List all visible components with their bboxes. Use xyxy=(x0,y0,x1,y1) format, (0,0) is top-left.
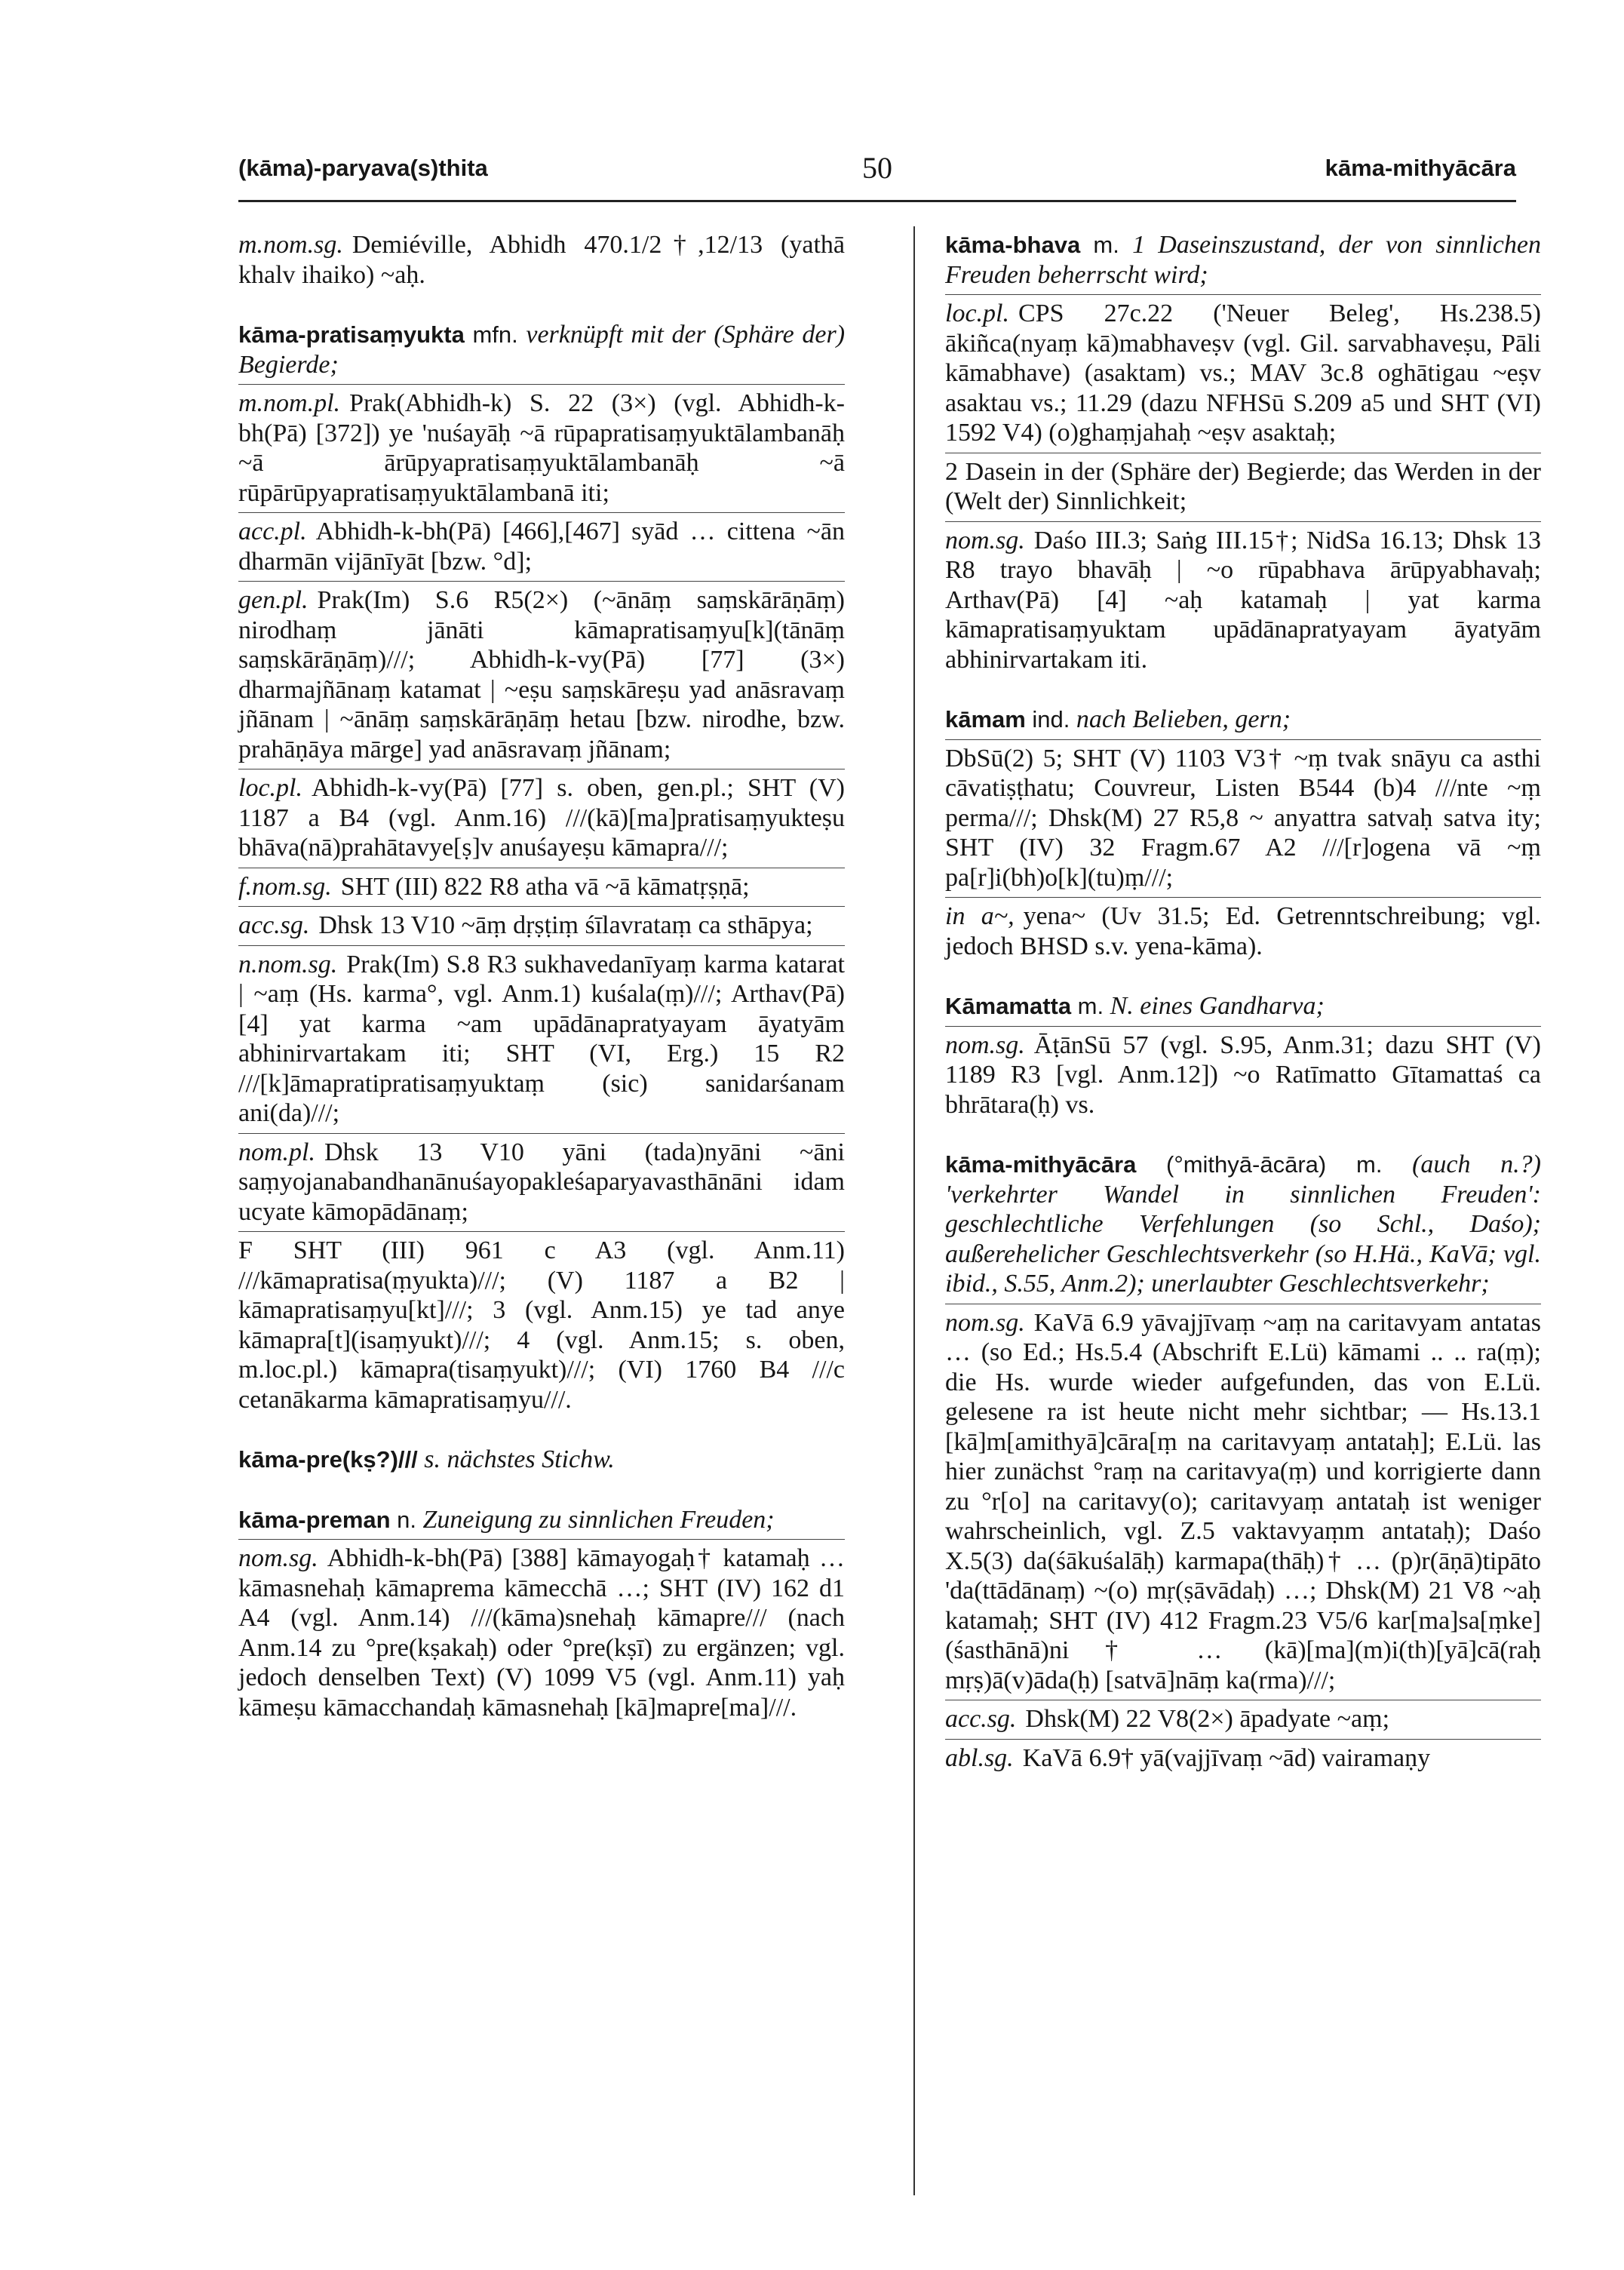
citation-line xyxy=(238,1539,845,1722)
citation-line xyxy=(238,581,845,764)
grammatical-form: gen.pl. xyxy=(238,586,309,614)
lemma: kāmam xyxy=(945,706,1026,733)
grammatical-form: abl.sg. xyxy=(945,1743,1014,1772)
citation-text: Dhsk(M) 22 V8(2×) āpadyate ~aṃ; xyxy=(1025,1705,1390,1733)
citation-line xyxy=(238,906,845,941)
citation-text: Abhidh-k-bh(Pā) [466],[467] syād … cittena ~ān dharmān vijānīyāt [bzw. °d]; xyxy=(238,518,845,576)
definition: 1 Daseinszustand, der von sinnlichen Freuden beherrscht wird; xyxy=(945,231,1541,289)
page-header xyxy=(238,151,1516,202)
right-column xyxy=(945,230,1541,1803)
definition: s. nächstes Stichw. xyxy=(424,1445,615,1473)
left-column xyxy=(238,230,845,1752)
grammatical-form: acc.sg. xyxy=(945,1705,1017,1733)
citation-text: SHT (III) 822 R8 atha vā ~ā kāmatṛṣṇā; xyxy=(340,872,750,901)
citation-line xyxy=(945,1304,1541,1696)
lemma: Kāmamatta xyxy=(945,993,1072,1019)
citation-text: Prak(Abhidh-k) S. 22 (3×) (vgl. Abhidh-k-bh(Pā) [372]) ye 'nuśayāḥ ~ā rūpapratisaṃyuktālambanāḥ ~ā ārūpyapratisaṃyuktālambanāḥ ~ā rūpārūpyapratisaṃyuktālambanā iti; xyxy=(238,389,845,507)
citation-text: DbSū(2) 5; SHT (V) 1103 V3† ~ṃ tvak snāyu ca asthi cāvatiṣṭhatu; Couvreur, Listen B544 (b)4 ///nte ~ṃ perma///; Dhsk(M) 27 R5,8 ~ anyattra satvaḥ satva ity; SHT (IV) 32 Fragm.67 A2 ///[r]ogena vā ~ṃ pa[r]i(bh)o[k](tu)ṃ///; xyxy=(945,744,1541,892)
citation-line xyxy=(945,1739,1541,1774)
grammatical-form: in a~, xyxy=(945,902,1015,930)
dictionary-entry xyxy=(945,230,1541,674)
citation-text: Demiéville, Abhidh 470.1/2†,12/13 (yathā khalv ihaiko) ~aḥ. xyxy=(238,231,845,289)
grammatical-form: nom.sg. xyxy=(945,1308,1025,1337)
grammatical-form: f.nom.sg. xyxy=(238,872,332,901)
entry-head xyxy=(945,230,1541,290)
entry-head xyxy=(238,320,845,379)
definition: verknüpft mit der (Sphäre der) Begierde; xyxy=(238,321,846,379)
definition: (auch n.?) 'verkehrter Wandel in sinnlichen Freuden': geschlechtliche Verfehlungen (so Schl., Daśo); außerehelicher Geschlechtsverkehr (so H.Hä., KaVā; vgl. ibid., S.55, Anm.2); unerlaubter Geschlechtsverkehr; xyxy=(945,1150,1542,1298)
citation-line xyxy=(238,1133,845,1227)
citation-line xyxy=(238,384,845,508)
citation-text: yena~ (Uv 31.5; Ed. Getrenntschreibung; vgl. jedoch BHSD s.v. yena-kāma). xyxy=(945,902,1541,960)
citation-line xyxy=(238,868,845,902)
citation-text: Abhidh-k-bh(Pā) [388] kāmayogaḥ† katamaḥ … kāmasnehaḥ kāmaprema kāmecchā …; SHT (IV) 162 d1 A4 (vgl. Anm.14) ///(kāma)snehaḥ kāmapre/// (nach Anm.14 zu °pre(kṣakaḥ) oder °pre(kṣī) zu ergänzen; vgl. jedoch denselben Text) (V) 1099 V5 (vgl. Anm.11) yaḥ kāmeṣu kāmacchandaḥ kāmasnehaḥ [kā]mapre[ma]///. xyxy=(238,1544,845,1722)
column-divider xyxy=(913,226,915,2195)
grammar-info: n. xyxy=(397,1506,416,1533)
dictionary-entry xyxy=(238,1505,845,1723)
lemma: kāma-mithyācāra xyxy=(945,1151,1137,1178)
lemma: kāma-pre(kṣ?)/// xyxy=(238,1446,418,1473)
grammatical-form: m.nom.pl. xyxy=(238,389,341,417)
citation-text: CPS 27c.22 ('Neuer Beleg', Hs.238.5) ākiñca(nyaṃ kā)mabhaveṣv (vgl. Gil. sarvabhaveṣu, Pāli kāmabhave) (asaktam) vs.; MAV 3c.8 oghātigau ~eṣv asaktau vs.; 11.29 (dazu NFHSū S.209 a5 und SHT (VI) 1592 V4) (o)ghaṃjahaḥ ~eṣv asaktaḥ; xyxy=(945,299,1541,447)
grammatical-form: m.nom.sg. xyxy=(238,231,343,259)
citation-text: ĀṭānSū 57 (vgl. S.95, Anm.31; dazu SHT (V) 1189 R3 [vgl. Anm.12]) ~o Ratīmatto Gītamattaś ca bhrātara(ḥ) vs. xyxy=(945,1031,1541,1119)
citation-text: KaVā 6.9† yā(vajjīvaṃ ~ād) vairamaṇy xyxy=(1022,1743,1431,1772)
citation-line xyxy=(945,294,1541,448)
grammatical-form: acc.sg. xyxy=(238,911,310,939)
citation-text: F SHT (III) 961 c A3 (vgl. Anm.11) ///kāmapratisa(ṃyukta)///; (V) 1187 a B2 | kāmapratisaṃyu[kt]///; 3 (vgl. Anm.15) ye tad anye kāmapra[t](isaṃyukt)///; 4 (vgl. Anm.15; s. oben, m.loc.pl.) kāmapra(tisaṃyukt)///; (VI) 1760 B4 ///c cetanākarma kāmapratisaṃyu///. xyxy=(238,1236,845,1414)
citation-text: 2 Dasein in der (Sphäre der) Begierde; das Werden in der (Welt der) Sinnlichkeit; xyxy=(945,457,1541,515)
lemma: kāma-pratisaṃyukta xyxy=(238,321,465,348)
citation-text: Prak(Im) S.6 R5(2×) (~ānāṃ saṃskārāṇāṃ) nirodhaṃ jānāti kāmapratisaṃyu[k](tānāṃ saṃskārāṇāṃ)///; Abhidh-k-vy(Pā) [77] (3×) dharmajñānaṃ katamat | ~eṣu saṃskāreṣu yad anāsravaṃ jñānam | ~ānāṃ saṃskārāṇāṃ hetau [bzw. nirodhe, bzw. prahāṇāya mārge] yad anāsravaṃ jñānam; xyxy=(238,586,845,763)
citation-line xyxy=(945,897,1541,961)
header-left-headword: (kāma)-paryava(s)thita xyxy=(238,155,488,181)
citation-line xyxy=(945,521,1541,675)
grammatical-form: loc.pl. xyxy=(945,299,1009,327)
entry-head xyxy=(945,705,1541,735)
citation-line xyxy=(238,512,845,576)
grammar-info: mfn. xyxy=(472,321,518,348)
grammar-info: m. xyxy=(1093,232,1119,258)
header-right-headword: kāma-mithyācāra xyxy=(1325,155,1516,181)
citation-line xyxy=(945,1026,1541,1120)
grammatical-form: n.nom.sg. xyxy=(238,950,338,978)
page-number: 50 xyxy=(862,151,892,185)
entry-head xyxy=(945,1150,1541,1299)
grammatical-form: loc.pl. xyxy=(238,774,302,802)
definition: nach Belieben, gern; xyxy=(1076,705,1291,733)
citation-text: Prak(Im) S.8 R3 sukhavedanīyaṃ karma katarat | ~aṃ (Hs. karma°, vgl. Anm.1) kuśala(ṃ)///; Arthav(Pā) [4] yat karma ~am upādānapratyayam āyatyām abhinirvartakam iti; SHT (VI, Erg.) 15 R2 ///[k]āmapratipratisaṃyuktaṃ (sic) sanidarśanam ani(da)///; xyxy=(238,950,845,1127)
grammar-info: m. xyxy=(1077,993,1104,1019)
dictionary-entry xyxy=(945,705,1541,961)
entry-head xyxy=(945,991,1541,1021)
citation-line xyxy=(238,945,845,1129)
lemma: kāma-preman xyxy=(238,1506,391,1533)
citation-text: Dhsk 13 V10 yāni (tada)nyāni ~āni saṃyojanabandhanānuśayopakleśaparyavasthānāni idam ucyate kāmopādānaṃ; xyxy=(238,1138,845,1226)
dictionary-entry xyxy=(945,991,1541,1120)
citation-line xyxy=(238,769,845,863)
dictionary-entry xyxy=(945,1150,1541,1773)
citation-text: KaVā 6.9 yāvajjīvaṃ ~aṃ na caritavyam antatas … (so Ed.; Hs.5.4 (Abschrift E.Lü) kāmami .. .. ra(ṃ); die Hs. wurde wieder aufgefunden, das von E.Lü. gelesene ra ist heute nicht mehr sichtbar; — Hs.13.1 [kā]m[amithyā]cāra[ṃ na caritavyaṃ antataḥ]; E.Lü. las hier zunächst °raṃ na caritavya(ṃ) und korrigierte dann zu °r[o] na caritavy(o); caritavyaṃ antataḥ ist weniger wahrscheinlich, vgl. Z.5 vaktavyaṃm antataḥ); Daśo X.5(3) da(śākuśalāḥ) karmapa(thāḥ)† … (p)r(āṇā)tipāto 'da(ttādānaṃ) ~(o) mṛ(ṣāvādaḥ) …; Dhsk(M) 21 V8 ~aḥ katamaḥ; SHT (IV) 412 Fragm.23 V5/6 kar[ma]sa[ṃke](śasthānā)ni† … (kā)[ma](m)i(th)[yā]cā(raḥ mṛṣ)ā(v)āda(ḥ) [satvā]nāṃ ka(rma)///; xyxy=(945,1308,1541,1694)
grammatical-form: nom.sg. xyxy=(945,526,1025,554)
citation-line xyxy=(238,1231,845,1415)
citation-line xyxy=(945,1700,1541,1734)
definition: N. eines Gandharva; xyxy=(1110,992,1325,1020)
grammatical-form: nom.sg. xyxy=(238,1544,318,1572)
grammar-info: ind. xyxy=(1032,706,1070,733)
dictionary-entry xyxy=(238,1445,845,1475)
citation-text: Daśo III.3; Saṅg III.15†; NidSa 16.13; Dhsk 13 R8 trayo bhavāḥ | ~o rūpabhava ārūpyabhavaḥ; Arthav(Pā) [4] ~aḥ katamaḥ | yat karma kāmapratisaṃyuktam upādānapratyayam āyatyām abhinirvartakam iti. xyxy=(945,526,1541,674)
dictionary-entry xyxy=(238,320,845,1415)
citation-line xyxy=(945,739,1541,893)
citation-text: Abhidh-k-vy(Pā) [77] s. oben, gen.pl.; SHT (V) 1187 a B4 (vgl. Anm.16) ///(kā)[ma]pratisaṃyukteṣu bhāva(nā)prahātavye[ṣ]v anuśayeṣu kāmapra///; xyxy=(238,774,845,862)
citation-line xyxy=(238,230,845,290)
citation-line xyxy=(945,453,1541,517)
grammar-info: (°mithyā-ācāra) m. xyxy=(1166,1151,1383,1178)
lemma: kāma-bhava xyxy=(945,232,1081,258)
grammatical-form: acc.pl. xyxy=(238,518,307,545)
definition: Zuneigung zu sinnlichen Freuden; xyxy=(422,1505,775,1534)
citation-text: Dhsk 13 V10 ~āṃ dṛṣṭiṃ śīlavrataṃ ca sthāpya; xyxy=(318,911,813,939)
dictionary-entry xyxy=(238,230,845,290)
entry-head xyxy=(238,1445,845,1475)
entry-head xyxy=(238,1505,845,1535)
grammatical-form: nom.pl. xyxy=(238,1138,315,1166)
grammatical-form: nom.sg. xyxy=(945,1031,1025,1059)
